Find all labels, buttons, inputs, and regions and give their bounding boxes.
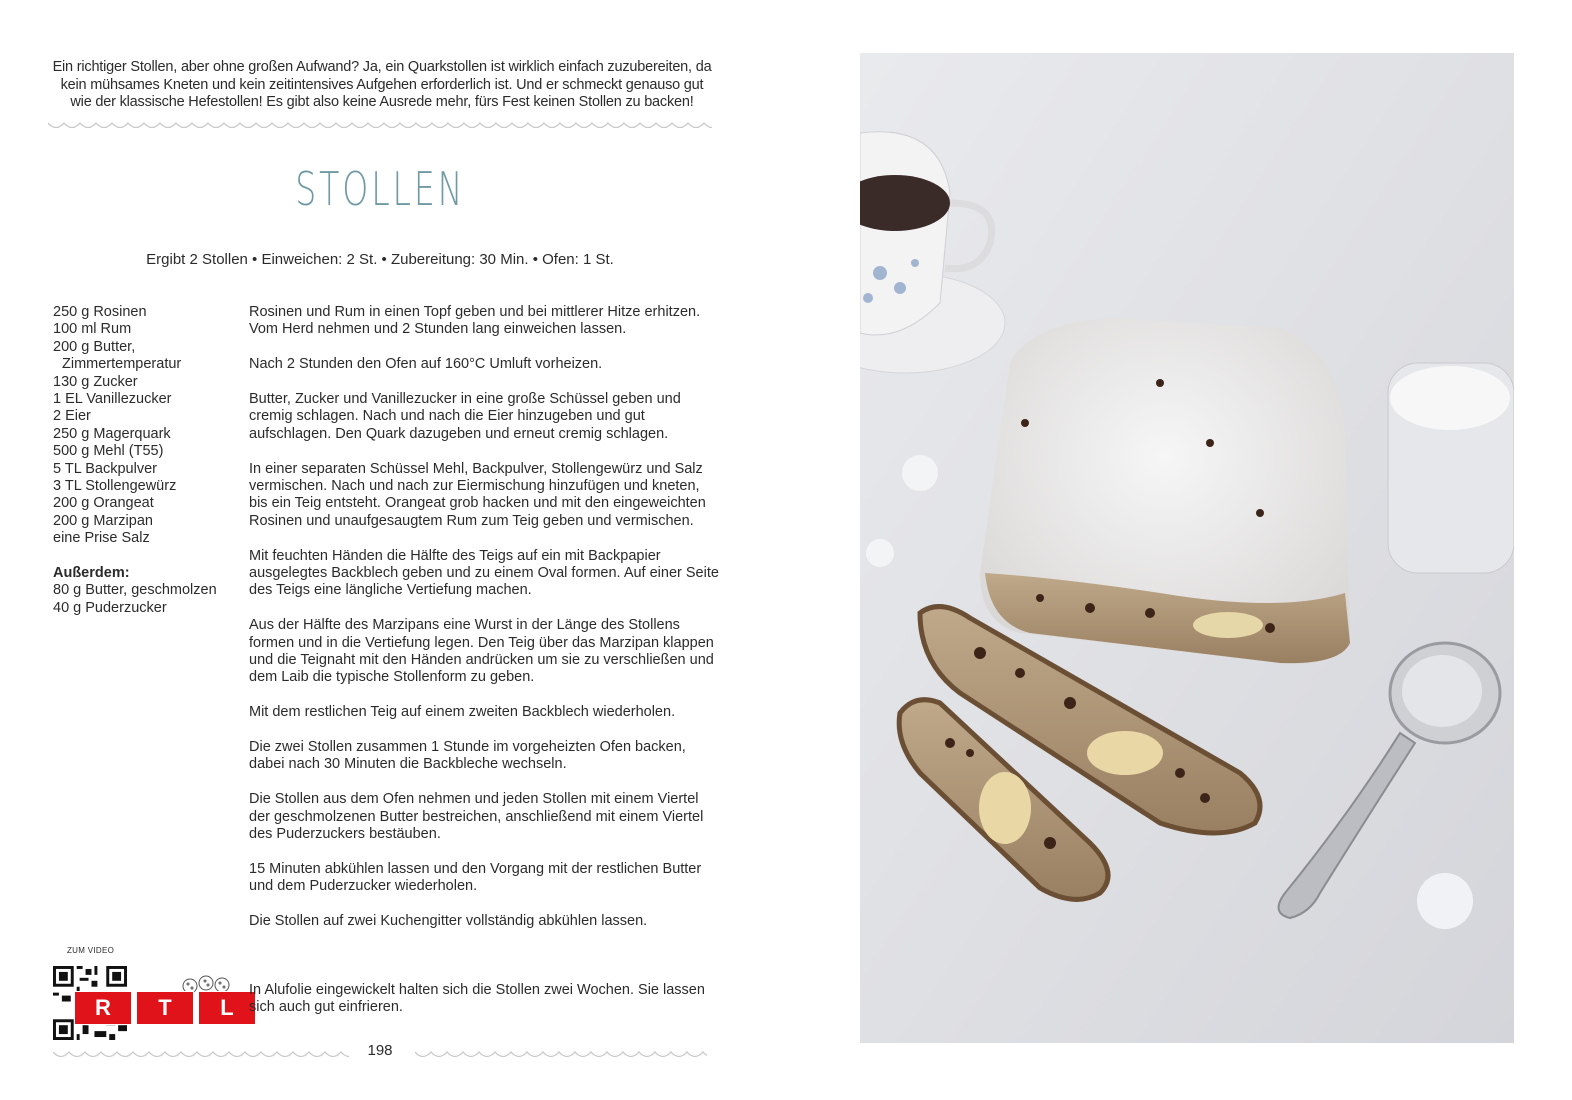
ingredient-item: 200 g Marzipan [53,512,153,529]
extra-heading: Außerdem: [53,565,130,582]
step-paragraph: 15 Minuten abkühlen lassen und den Vorgang mit der restlichen Butter und dem Puderzucker wiederholen. [249,860,702,895]
recipe-meta: Ergibt 2 Stollen • Einweichen: 2 St. • Zubereitung: 30 Min. • Ofen: 1 St. [146,251,614,268]
scallop-divider-bottom-left [53,1048,349,1062]
step-paragraph: Die zwei Stollen zusammen 1 Stunde im vorgeheizten Ofen backen, dabei nach 30 Minuten die Backbleche wechseln. [249,739,686,773]
ingredient-item: 200 g Orangeat [53,495,154,512]
ingredient-item: 250 g Magerquark [53,425,171,442]
ingredient-item: 5 TL Backpulver [53,460,157,477]
recipe-title: STOLLEN [295,162,466,216]
rtl-letter: T [136,991,194,1025]
scallop-divider-top [48,119,712,133]
intro-text: Ein richtiger Stollen, aber ohne großen Aufwand? Ja, ein Quarkstollen ist wirklich einfach zuzubereiten, da kein mühsames Kneten und kein zeitintensives Aufgehen erforderlich ist. Und er schmeckt genauso gut wie der klassische Hefestollen! Es gibt also keine Ausrede mehr, fürs Fest keinen Stollen zu backen! [52,59,712,110]
ingredient-item: 130 g Zucker [53,373,138,390]
video-label: ZUM VIDEO [67,946,115,955]
rtl-letter: L [198,991,256,1025]
step-paragraph: Die Stollen aus dem Ofen nehmen und jeden Stollen mit einem Viertel der geschmolzenen Butter bestreichen, anschließend mit einem Viertel des Puderzuckers bestäuben. [249,791,704,843]
step-paragraph: In einer separaten Schüssel Mehl, Backpulver, Stollengewürz und Salz vermischen. Nach und nach zur Eiermischung hinzufügen und kneten, bis ein Teig entsteht. Orangeat grob hacken und mit den eingeweichten Rosinen und unaufgesaugtem Rum zum Teig geben und vermischen. [249,460,706,529]
ingredient-item: 2 Eier [53,408,91,425]
instruction-steps [249,304,719,948]
ingredient-list [53,304,243,617]
scallop-divider-bottom-right [415,1048,707,1062]
step-paragraph: Die Stollen auf zwei Kuchengitter vollständig abkühlen lassen. [249,913,648,930]
rtl-logo[interactable] [74,991,256,1025]
step-paragraph: Nach 2 Stunden den Ofen auf 160°C Umluft vorheizen. [249,356,603,373]
ingredient-item: 3 TL Stollengewürz [53,478,177,495]
ingredient-item: 250 g Rosinen [53,304,147,320]
ingredient-item: 40 g Puderzucker [53,599,167,616]
ingredient-item: 100 ml Rum [53,321,132,338]
step-paragraph: Mit feuchten Händen die Hälfte des Teigs auf ein mit Backpapier ausgelegtes Backblech geben und zu einem Oval formen. Auf einer Seite des Teigs eine längliche Vertiefung machen. [249,547,719,599]
ingredient-item: 200 g Butter, [53,338,136,355]
page-number: 198 [367,1042,393,1059]
recipe-page [0,0,760,1100]
ingredient-item: Zimmertemperatur [62,356,182,373]
stollen-photo [860,53,1514,1043]
storage-note: In Alufolie eingewickelt halten sich die Stollen zwei Wochen. Sie lassen sich auch gut einfrieren. [249,982,705,1016]
step-paragraph: Rosinen und Rum in einen Topf geben und bei mittlerer Hitze erhitzen. Vom Herd nehmen und 2 Stunden lang einweichen lassen. [249,304,701,338]
step-paragraph: Mit dem restlichen Teig auf einem zweiten Backblech wiederholen. [249,704,676,721]
ingredient-item: 80 g Butter, geschmolzen [53,582,217,599]
rtl-letter: R [74,991,132,1025]
step-paragraph: Aus der Hälfte des Marzipans eine Wurst in der Länge des Stollens formen und in die Vertiefung legen. Den Teig über das Marzipan klappen und die Teignaht mit den Händen andrücken um sie zu verschließen und dem Laib die typische Stollenform zu geben. [249,617,714,686]
ingredient-item: eine Prise Salz [53,530,150,547]
step-paragraph: Butter, Zucker und Vanillezucker in eine große Schüssel geben und cremig schlagen. Nach und nach die Eier hinzugeben und gut aufschlagen. Den Quark dazugeben und erneut cremig schlagen. [249,391,681,442]
ingredient-item: 500 g Mehl (T55) [53,443,164,460]
ingredient-item: 1 EL Vanillezucker [53,391,172,408]
